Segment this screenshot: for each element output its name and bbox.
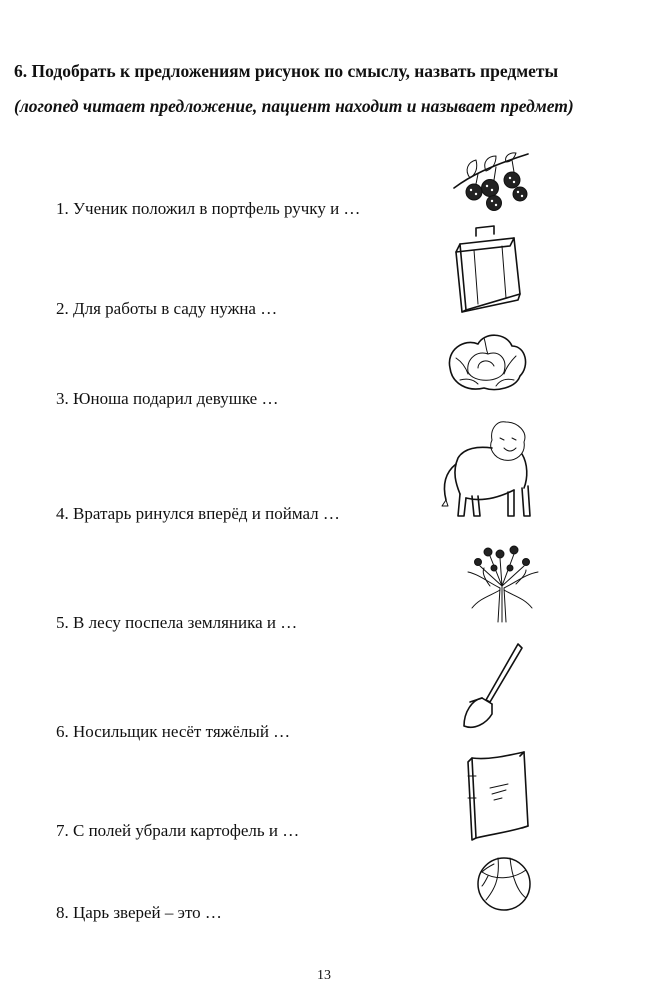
task-heading: [14, 54, 614, 124]
flower-bouquet-icon: [460, 538, 544, 624]
page-number: 13: [317, 968, 331, 983]
sentence-5: 5. В лесу поспела земляника и …: [56, 613, 298, 632]
notebook-icon: [462, 748, 534, 842]
lion-icon: [438, 418, 550, 522]
cabbage-icon: [444, 328, 530, 394]
task-note: (логопед читает предложение, пациент находит и называет предмет): [14, 96, 574, 116]
sentence-8: 8. Царь зверей – это …: [56, 903, 222, 922]
task-instruction: Подобрать к предложениям рисунок по смыслу, назвать предметы: [31, 61, 559, 81]
sentence-7: 7. С полей убрали картофель и …: [56, 821, 300, 840]
shovel-icon: [456, 640, 528, 736]
sentence-3: 3. Юноша подарил девушке …: [56, 389, 279, 408]
ball-icon: [472, 850, 536, 916]
sentence-2: 2. Для работы в саду нужна …: [56, 299, 278, 318]
sentence-4: 4. Вратарь ринулся вперёд и поймал …: [56, 504, 340, 523]
sentence-6: 6. Носильщик несёт тяжёлый …: [56, 722, 291, 741]
raspberry-branch-icon: [450, 150, 532, 212]
task-number: 6.: [14, 61, 28, 81]
suitcase-icon: [452, 222, 524, 314]
sentence-1: 1. Ученик положил в портфель ручку и …: [56, 199, 361, 218]
